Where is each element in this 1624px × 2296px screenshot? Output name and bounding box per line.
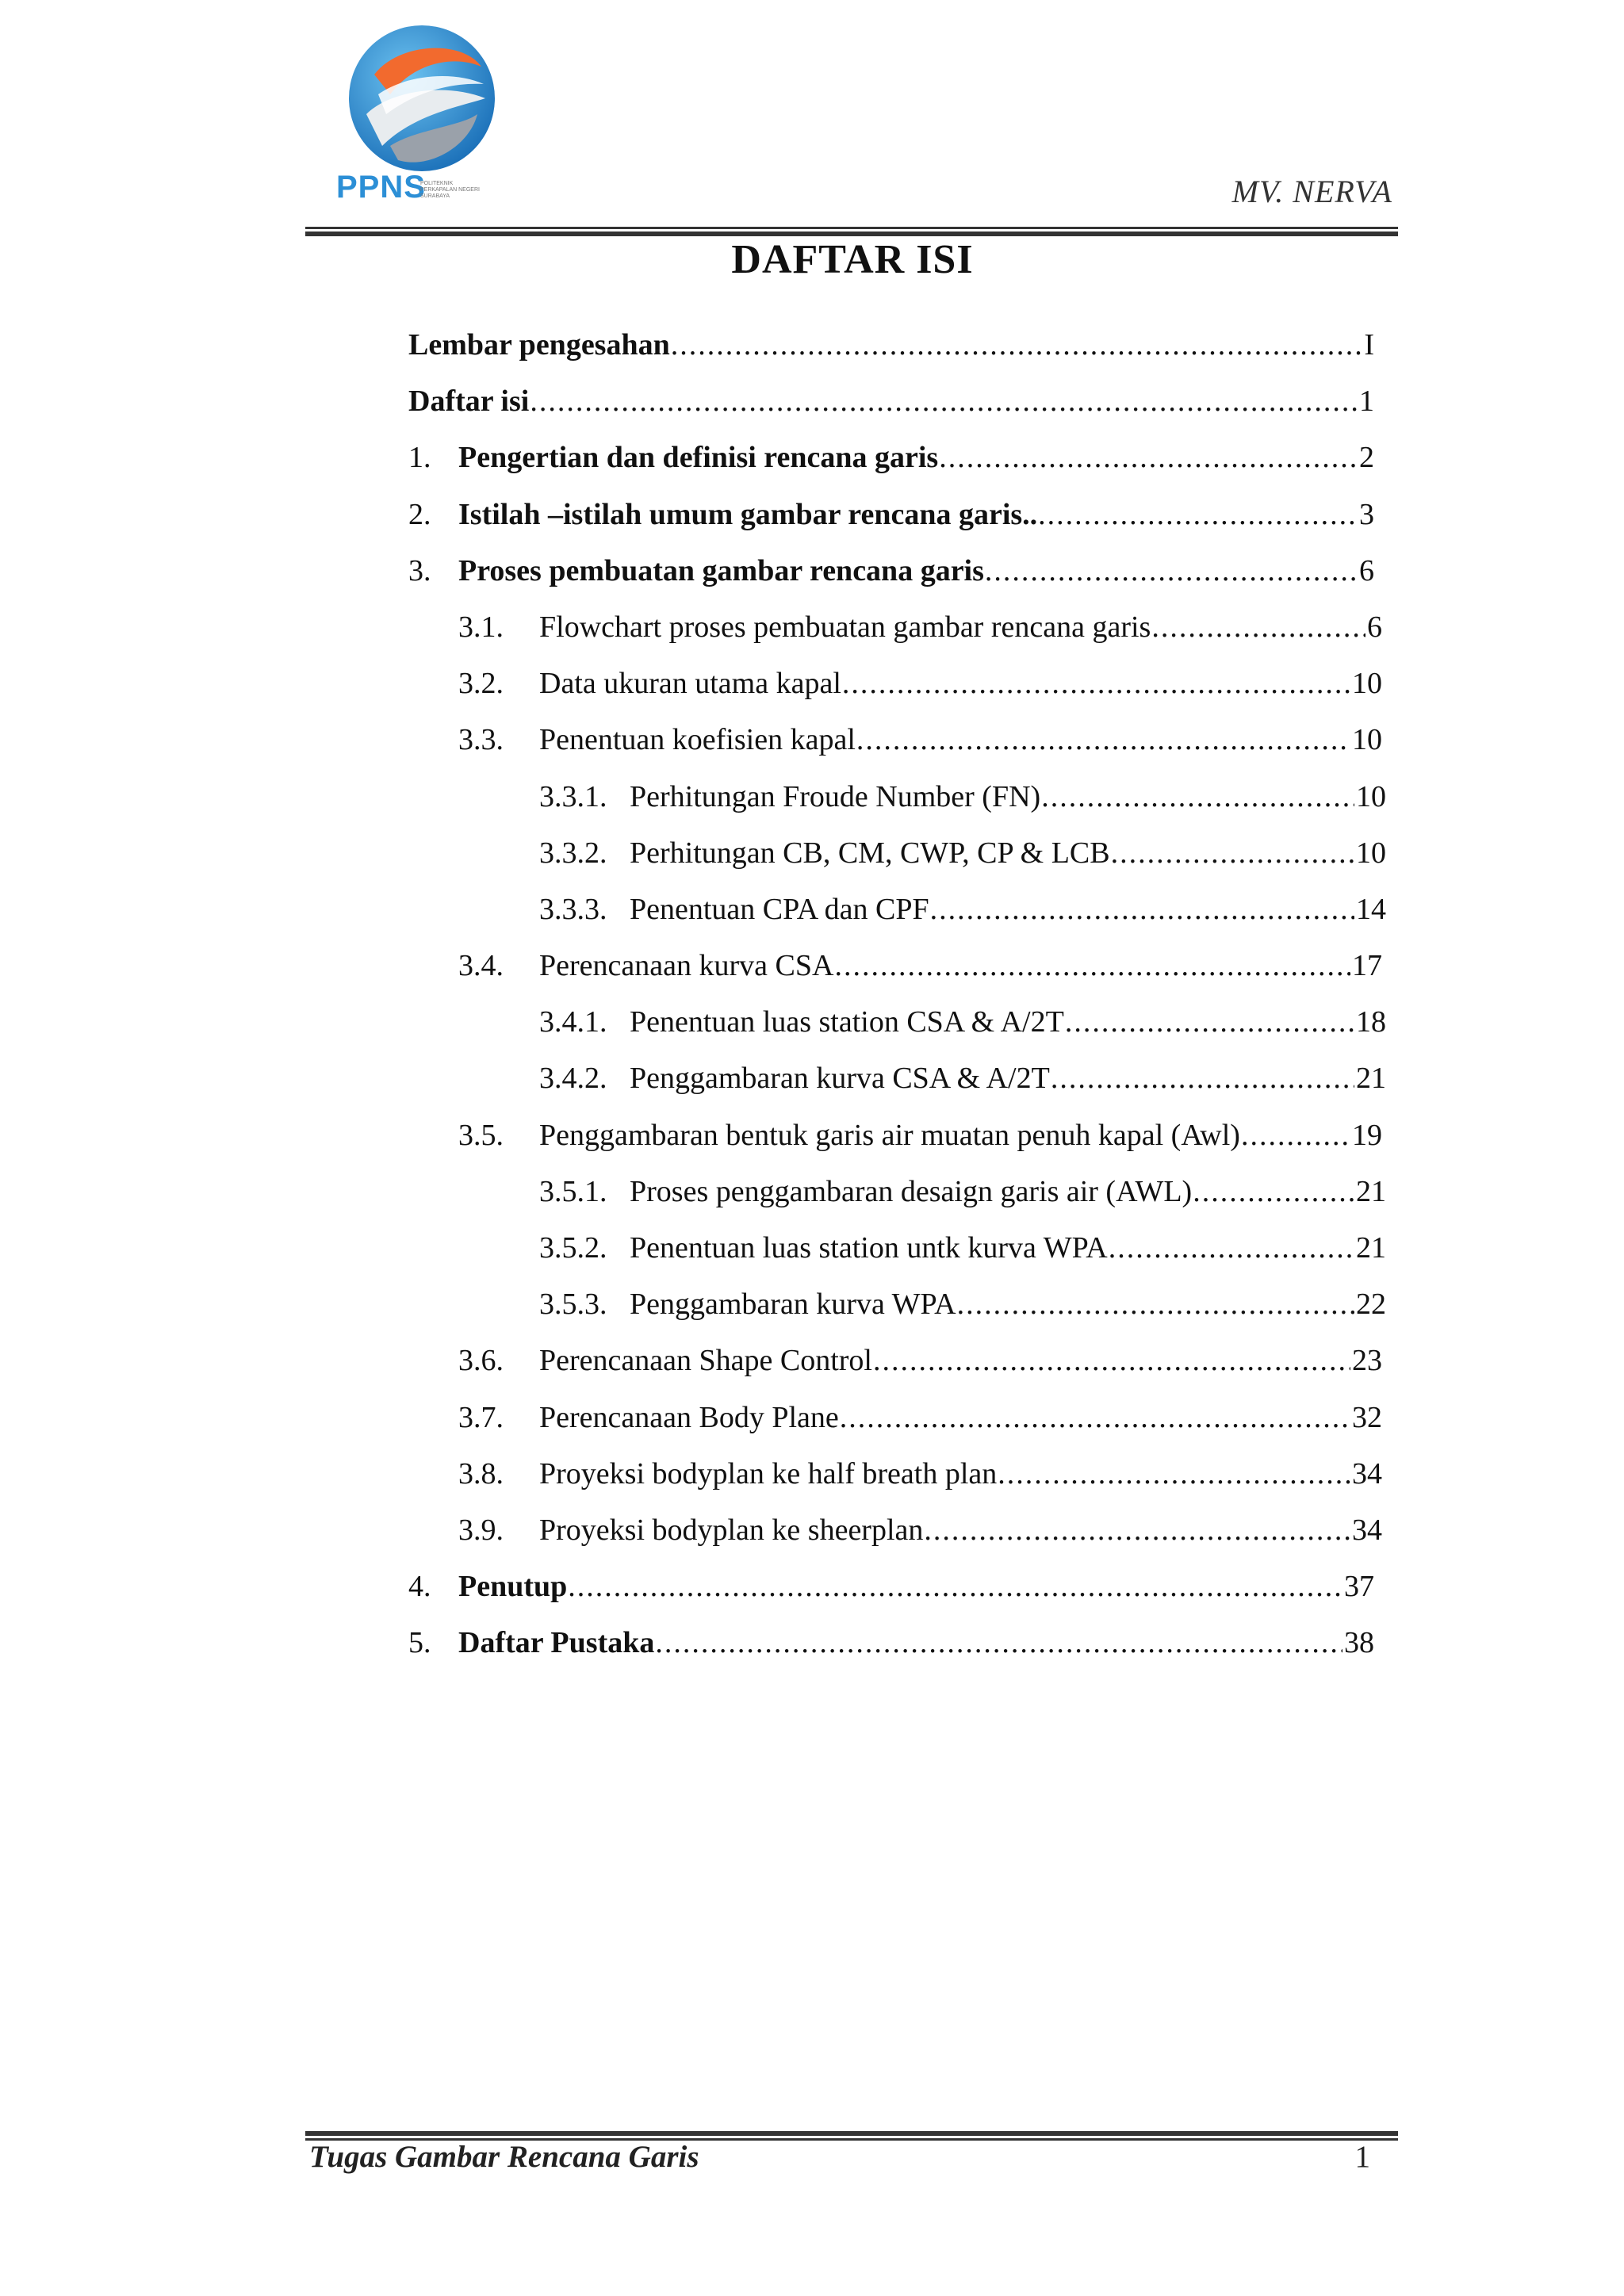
toc-label: Daftar Pustaka xyxy=(458,1626,655,1660)
toc-number: 3.3. xyxy=(458,723,504,757)
toc-row xyxy=(0,436,1624,492)
toc-row xyxy=(0,832,1624,888)
toc-label: Perencanaan Shape Control xyxy=(539,1344,872,1378)
toc-number: 3.5.2. xyxy=(539,1231,607,1265)
toc-row xyxy=(0,1396,1624,1452)
toc-page-number: 1 xyxy=(1359,385,1374,419)
toc-row xyxy=(0,1226,1624,1283)
toc-entry xyxy=(630,1226,1386,1269)
toc-number: 3.1. xyxy=(458,610,504,644)
table-of-contents xyxy=(0,323,1624,1678)
toc-dot-leader xyxy=(930,888,1354,931)
toc-dot-leader xyxy=(1041,775,1354,818)
toc-entry xyxy=(458,1621,1374,1664)
toc-entry xyxy=(539,718,1382,761)
toc-dot-leader xyxy=(939,436,1358,479)
page-title: DAFTAR ISI xyxy=(731,237,974,282)
toc-row xyxy=(0,606,1624,662)
toc-label: Penentuan luas station CSA & A/2T xyxy=(630,1005,1064,1039)
toc-number: 3.4.1. xyxy=(539,1005,607,1039)
toc-number: 3.6. xyxy=(458,1344,504,1378)
toc-dot-leader xyxy=(1065,1001,1354,1043)
toc-label: Perencanaan Body Plane xyxy=(539,1400,839,1434)
toc-page-number: 10 xyxy=(1356,779,1386,813)
toc-dot-leader xyxy=(1111,832,1354,874)
toc-entry xyxy=(630,775,1386,818)
toc-number: 5. xyxy=(408,1626,431,1660)
toc-row xyxy=(0,1170,1624,1226)
toc-dot-leader xyxy=(671,323,1363,366)
toc-entry xyxy=(458,493,1374,536)
toc-row xyxy=(0,1509,1624,1565)
toc-page-number: 21 xyxy=(1356,1231,1386,1265)
toc-row xyxy=(0,775,1624,832)
toc-row xyxy=(0,1283,1624,1339)
toc-label: Data ukuran utama kapal xyxy=(539,667,841,701)
toc-label: Penentuan luas station untk kurva WPA xyxy=(630,1231,1108,1265)
toc-number: 3.4.2. xyxy=(539,1062,607,1096)
toc-number: 2. xyxy=(408,497,431,531)
toc-label: Penentuan koefisien kapal xyxy=(539,723,856,757)
toc-dot-leader xyxy=(834,944,1350,987)
toc-label: Pengertian dan definisi rencana garis xyxy=(458,441,939,475)
toc-entry xyxy=(408,380,1374,423)
toc-page-number: 10 xyxy=(1352,667,1382,701)
toc-page-number: 6 xyxy=(1367,610,1382,644)
toc-dot-leader xyxy=(1193,1170,1354,1213)
toc-label: Penggambaran kurva WPA xyxy=(630,1288,956,1322)
toc-page-number: 22 xyxy=(1356,1288,1386,1322)
logo-text: PPNS xyxy=(336,170,426,205)
toc-page-number: I xyxy=(1364,328,1374,362)
toc-entry xyxy=(539,1509,1382,1552)
toc-row xyxy=(0,493,1624,549)
toc-page-number: 10 xyxy=(1356,836,1386,870)
toc-label: Perhitungan CB, CM, CWP, CP & LCB xyxy=(630,836,1110,870)
toc-label: Daftar isi xyxy=(408,385,530,419)
toc-dot-leader xyxy=(842,662,1350,705)
toc-dot-leader xyxy=(924,1509,1350,1552)
toc-entry xyxy=(630,1170,1386,1213)
toc-dot-leader xyxy=(1241,1114,1350,1157)
toc-entry xyxy=(539,1339,1382,1382)
ppns-logo xyxy=(331,19,506,209)
toc-row xyxy=(0,718,1624,775)
toc-row xyxy=(0,549,1624,606)
toc-label: Lembar pengesahan xyxy=(408,328,670,362)
toc-dot-leader xyxy=(568,1565,1342,1608)
toc-number: 1. xyxy=(408,441,431,475)
toc-row xyxy=(0,662,1624,718)
toc-entry xyxy=(630,832,1386,874)
toc-label: Istilah –istilah umum gambar rencana garis.. xyxy=(458,497,1038,531)
toc-dot-leader xyxy=(1051,1057,1354,1100)
toc-page-number: 2 xyxy=(1359,441,1374,475)
toc-page-number: 14 xyxy=(1356,892,1386,926)
toc-row xyxy=(0,888,1624,944)
toc-row xyxy=(0,323,1624,380)
toc-label: Penutup xyxy=(458,1570,568,1604)
toc-page-number: 3 xyxy=(1359,497,1374,531)
toc-dot-leader xyxy=(998,1452,1350,1495)
toc-row xyxy=(0,1001,1624,1057)
toc-dot-leader xyxy=(1038,493,1358,536)
toc-dot-leader xyxy=(873,1339,1350,1382)
toc-number: 3.3.2. xyxy=(539,836,607,870)
toc-entry xyxy=(539,606,1382,649)
toc-number: 3.9. xyxy=(458,1513,504,1547)
toc-page-number: 18 xyxy=(1356,1005,1386,1039)
toc-number: 3.5.1. xyxy=(539,1174,607,1208)
toc-entry xyxy=(630,888,1386,931)
toc-dot-leader xyxy=(856,718,1350,761)
toc-dot-leader xyxy=(655,1621,1342,1664)
toc-entry xyxy=(458,1565,1374,1608)
toc-dot-leader xyxy=(840,1396,1350,1439)
toc-label: Penentuan CPA dan CPF xyxy=(630,892,929,926)
toc-page-number: 21 xyxy=(1356,1174,1386,1208)
toc-entry xyxy=(539,1114,1382,1157)
toc-label: Perhitungan Froude Number (FN) xyxy=(630,779,1041,813)
toc-entry xyxy=(630,1283,1386,1326)
toc-number: 4. xyxy=(408,1570,431,1604)
toc-row xyxy=(0,1057,1624,1113)
footer-page-number: 1 xyxy=(1354,2140,1370,2174)
toc-dot-leader xyxy=(530,380,1358,423)
toc-entry xyxy=(408,323,1374,366)
footer-rule-thick xyxy=(305,2131,1398,2136)
toc-row xyxy=(0,1565,1624,1621)
toc-label: Penggambaran bentuk garis air muatan penuh kapal (Awl) xyxy=(539,1118,1240,1152)
toc-dot-leader xyxy=(985,549,1358,592)
toc-entry xyxy=(458,549,1374,592)
toc-entry xyxy=(539,1452,1382,1495)
toc-entry xyxy=(539,662,1382,705)
toc-number: 3. xyxy=(408,553,431,587)
toc-row xyxy=(0,1114,1624,1170)
toc-row xyxy=(0,944,1624,1001)
toc-row xyxy=(0,1621,1624,1678)
toc-label: Flowchart proses pembuatan gambar rencana garis xyxy=(539,610,1151,644)
toc-label: Penggambaran kurva CSA & A/2T xyxy=(630,1062,1050,1096)
toc-number: 3.7. xyxy=(458,1400,504,1434)
toc-label: Proses penggambaran desaign garis air (AWL) xyxy=(630,1174,1193,1208)
toc-label: Proyeksi bodyplan ke sheerplan xyxy=(539,1513,924,1547)
toc-page-number: 38 xyxy=(1344,1626,1374,1660)
logo-subtext: POLITEKNIK PERKAPALAN NEGERI SURABAYA xyxy=(420,181,480,199)
toc-page-number: 6 xyxy=(1359,553,1374,587)
ppns-globe-icon xyxy=(343,19,501,178)
toc-number: 3.3.1. xyxy=(539,779,607,813)
toc-page-number: 34 xyxy=(1352,1456,1382,1490)
toc-page-number: 21 xyxy=(1356,1062,1386,1096)
toc-number: 3.3.3. xyxy=(539,892,607,926)
toc-page-number: 34 xyxy=(1352,1513,1382,1547)
toc-page-number: 23 xyxy=(1352,1344,1382,1378)
toc-page-number: 19 xyxy=(1352,1118,1382,1152)
toc-page-number: 37 xyxy=(1344,1570,1374,1604)
toc-number: 3.8. xyxy=(458,1456,504,1490)
toc-dot-leader xyxy=(1109,1226,1354,1269)
header-rule-thin xyxy=(305,227,1398,229)
toc-page-number: 10 xyxy=(1352,723,1382,757)
toc-row xyxy=(0,1452,1624,1509)
document-name: MV. NERVA xyxy=(1231,174,1392,209)
toc-entry xyxy=(458,436,1374,479)
toc-page-number: 32 xyxy=(1352,1400,1382,1434)
toc-label: Perencanaan kurva CSA xyxy=(539,949,834,983)
toc-dot-leader xyxy=(1151,606,1365,649)
toc-label: Proyeksi bodyplan ke half breath plan xyxy=(539,1456,998,1490)
toc-entry xyxy=(630,1001,1386,1043)
toc-dot-leader xyxy=(957,1283,1354,1326)
toc-number: 3.2. xyxy=(458,667,504,701)
toc-number: 3.5. xyxy=(458,1118,504,1152)
toc-entry xyxy=(539,1396,1382,1439)
toc-row xyxy=(0,1339,1624,1395)
toc-entry xyxy=(539,944,1382,987)
toc-page-number: 17 xyxy=(1352,949,1382,983)
toc-row xyxy=(0,380,1624,436)
footer-title: Tugas Gambar Rencana Garis xyxy=(309,2140,699,2174)
toc-label: Proses pembuatan gambar rencana garis xyxy=(458,553,984,587)
toc-entry xyxy=(630,1057,1386,1100)
toc-number: 3.5.3. xyxy=(539,1288,607,1322)
toc-number: 3.4. xyxy=(458,949,504,983)
